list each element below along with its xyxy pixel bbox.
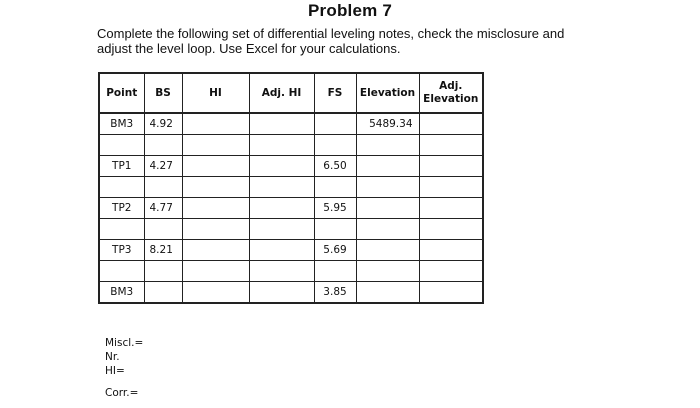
cell-point	[99, 219, 144, 240]
instructions-line-1: Complete the following set of differential leveling notes, check the misclosure and	[97, 26, 565, 41]
cell-fs: 5.95	[314, 198, 356, 219]
cell-adj-elevation	[419, 282, 483, 304]
cell-hi	[182, 113, 249, 135]
problem-title: Problem 7	[308, 1, 392, 20]
table-row	[99, 113, 483, 135]
table-row	[99, 261, 483, 282]
cell-elevation	[356, 156, 419, 177]
header-adj-elevation-line-2: Elevation	[423, 93, 479, 105]
cell-fs	[314, 177, 356, 198]
cell-fs: 5.69	[314, 240, 356, 261]
cell-fs	[314, 113, 356, 135]
table-row	[99, 156, 483, 177]
cell-adj-hi	[249, 177, 314, 198]
cell-fs	[314, 135, 356, 156]
instructions	[97, 26, 657, 56]
header-elevation: Elevation	[356, 73, 419, 113]
table-row	[99, 135, 483, 156]
cell-hi	[182, 261, 249, 282]
cell-adj-hi	[249, 156, 314, 177]
cell-hi	[182, 156, 249, 177]
cell-adj-elevation	[419, 135, 483, 156]
number-of-setups-label: Nr.	[105, 351, 120, 363]
cell-adj-hi	[249, 113, 314, 135]
header-bs: BS	[144, 73, 182, 113]
cell-adj-hi	[249, 240, 314, 261]
cell-elevation	[356, 219, 419, 240]
cell-bs	[144, 261, 182, 282]
cell-adj-elevation	[419, 261, 483, 282]
cell-bs	[144, 282, 182, 304]
cell-hi	[182, 282, 249, 304]
cell-adj-hi	[249, 261, 314, 282]
cell-elevation	[356, 240, 419, 261]
header-adj-hi: Adj. HI	[249, 73, 314, 113]
cell-hi	[182, 240, 249, 261]
cell-elevation: 5489.34	[356, 113, 419, 135]
cell-point	[99, 261, 144, 282]
cell-bs: 8.21	[144, 240, 182, 261]
cell-elevation	[356, 282, 419, 304]
cell-elevation	[356, 135, 419, 156]
cell-point: TP3	[99, 240, 144, 261]
hi-label: HI=	[105, 365, 125, 377]
cell-bs: 4.92	[144, 113, 182, 135]
table-row	[99, 177, 483, 198]
correction-label: Corr.=	[105, 387, 139, 399]
header-adj-elevation	[419, 73, 483, 113]
cell-bs	[144, 135, 182, 156]
cell-adj-elevation	[419, 177, 483, 198]
cell-hi	[182, 219, 249, 240]
cell-point: BM3	[99, 113, 144, 135]
cell-adj-hi	[249, 198, 314, 219]
cell-fs	[314, 261, 356, 282]
instructions-line-2: adjust the level loop. Use Excel for your calculations.	[97, 41, 401, 56]
cell-hi	[182, 198, 249, 219]
cell-adj-elevation	[419, 113, 483, 135]
cell-point	[99, 177, 144, 198]
cell-adj-hi	[249, 282, 314, 304]
cell-fs: 3.85	[314, 282, 356, 304]
cell-bs: 4.77	[144, 198, 182, 219]
table-row	[99, 198, 483, 219]
leveling-notes-table	[98, 72, 484, 304]
header-point: Point	[99, 73, 144, 113]
cell-adj-elevation	[419, 219, 483, 240]
table-header-row	[99, 73, 483, 113]
cell-fs: 6.50	[314, 156, 356, 177]
header-adj-elevation-line-1: Adj.	[439, 80, 463, 92]
cell-adj-elevation	[419, 240, 483, 261]
header-hi: HI	[182, 73, 249, 113]
cell-bs	[144, 177, 182, 198]
cell-elevation	[356, 261, 419, 282]
cell-adj-hi	[249, 219, 314, 240]
cell-point	[99, 135, 144, 156]
cell-hi	[182, 135, 249, 156]
cell-point: BM3	[99, 282, 144, 304]
cell-point: TP1	[99, 156, 144, 177]
cell-adj-elevation	[419, 198, 483, 219]
cell-bs: 4.27	[144, 156, 182, 177]
table-row	[99, 240, 483, 261]
cell-fs	[314, 219, 356, 240]
cell-bs	[144, 219, 182, 240]
cell-elevation	[356, 198, 419, 219]
table-row	[99, 282, 483, 304]
cell-point: TP2	[99, 198, 144, 219]
header-fs: FS	[314, 73, 356, 113]
cell-hi	[182, 177, 249, 198]
misclosure-label: Miscl.=	[105, 337, 144, 349]
calculation-notes	[105, 336, 143, 400]
table-row	[99, 219, 483, 240]
cell-adj-elevation	[419, 156, 483, 177]
cell-adj-hi	[249, 135, 314, 156]
cell-elevation	[356, 177, 419, 198]
